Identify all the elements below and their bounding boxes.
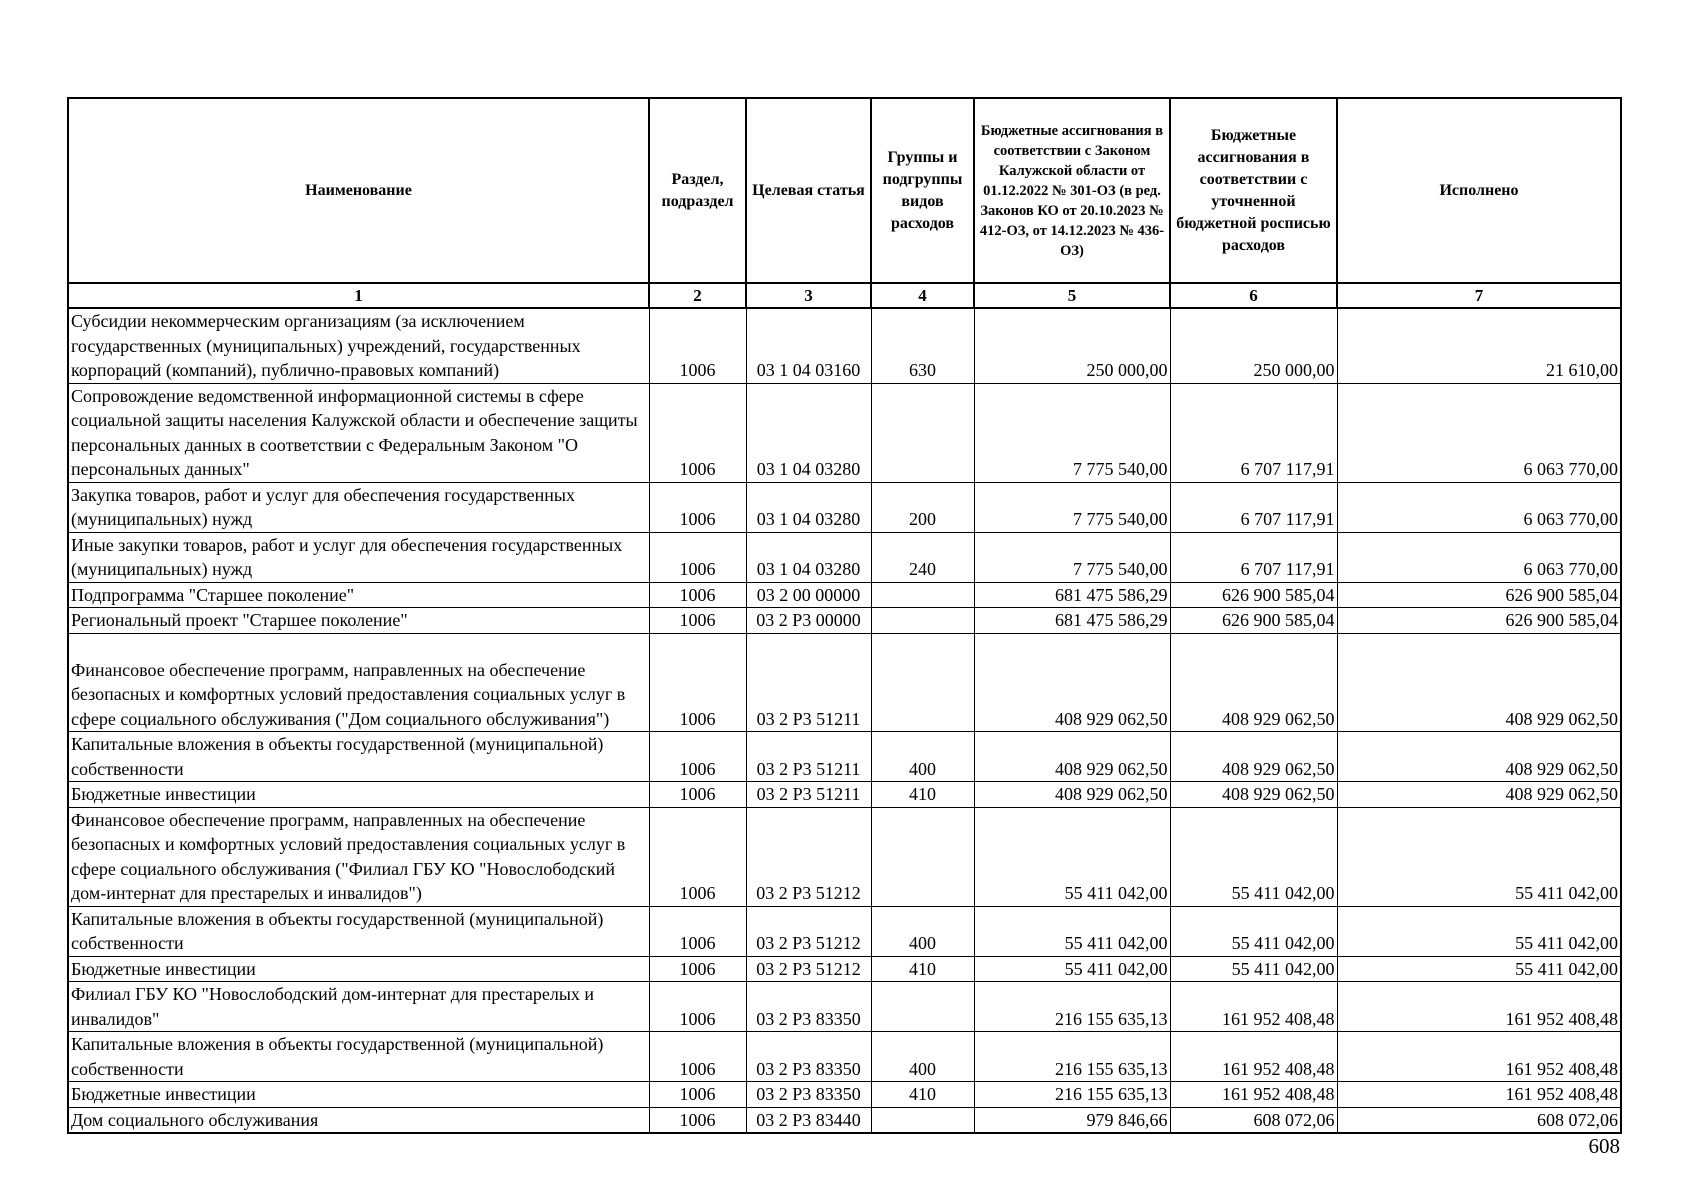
row-section: 1006 bbox=[649, 732, 746, 782]
table-row bbox=[68, 633, 1621, 732]
row-section: 1006 bbox=[649, 582, 746, 608]
row-refined: 608 072,06 bbox=[1170, 1107, 1337, 1133]
row-section: 1006 bbox=[649, 608, 746, 634]
table-row bbox=[68, 1082, 1621, 1108]
row-executed: 408 929 062,50 bbox=[1337, 782, 1621, 808]
row-executed: 6 063 770,00 bbox=[1337, 383, 1621, 482]
row-executed: 626 900 585,04 bbox=[1337, 582, 1621, 608]
row-section: 1006 bbox=[649, 383, 746, 482]
row-approved: 979 846,66 bbox=[974, 1107, 1170, 1133]
row-section: 1006 bbox=[649, 308, 746, 383]
row-approved: 7 775 540,00 bbox=[974, 532, 1170, 582]
row-group bbox=[871, 807, 974, 906]
row-refined: 161 952 408,48 bbox=[1170, 1032, 1337, 1082]
row-refined: 626 900 585,04 bbox=[1170, 582, 1337, 608]
row-section: 1006 bbox=[649, 906, 746, 956]
row-approved: 55 411 042,00 bbox=[974, 956, 1170, 982]
row-target: 03 1 04 03280 bbox=[746, 482, 871, 532]
row-executed: 6 063 770,00 bbox=[1337, 482, 1621, 532]
table-row bbox=[68, 482, 1621, 532]
column-number: 3 bbox=[746, 283, 871, 308]
row-group bbox=[871, 633, 974, 732]
row-approved: 55 411 042,00 bbox=[974, 906, 1170, 956]
row-target: 03 2 P3 83350 bbox=[746, 1082, 871, 1108]
row-group bbox=[871, 982, 974, 1032]
row-name: Сопровождение ведомственной информационной системы в сфере социальной защиты населения Калужской области и обеспечение защиты персональных данных в соответствии с Федеральным Законом "О персональных данных" bbox=[68, 383, 649, 482]
table-row bbox=[68, 582, 1621, 608]
table-row bbox=[68, 807, 1621, 906]
row-target: 03 2 00 00000 bbox=[746, 582, 871, 608]
row-executed: 608 072,06 bbox=[1337, 1107, 1621, 1133]
row-group: 410 bbox=[871, 956, 974, 982]
row-name: Бюджетные инвестиции bbox=[68, 956, 649, 982]
row-section: 1006 bbox=[649, 982, 746, 1032]
budget-table bbox=[67, 97, 1622, 1134]
row-executed: 408 929 062,50 bbox=[1337, 732, 1621, 782]
column-header-group: Группы и подгруппы видов расходов bbox=[871, 98, 974, 283]
table-row bbox=[68, 782, 1621, 808]
row-approved: 216 155 635,13 bbox=[974, 982, 1170, 1032]
column-number-row bbox=[68, 283, 1621, 308]
column-number: 7 bbox=[1337, 283, 1621, 308]
row-group: 400 bbox=[871, 1032, 974, 1082]
table-row bbox=[68, 308, 1621, 383]
row-target: 03 2 P3 51212 bbox=[746, 807, 871, 906]
row-approved: 408 929 062,50 bbox=[974, 732, 1170, 782]
row-executed: 161 952 408,48 bbox=[1337, 1032, 1621, 1082]
column-header-executed: Исполнено bbox=[1337, 98, 1621, 283]
row-name: Подпрограмма "Старшее поколение" bbox=[68, 582, 649, 608]
column-header-section: Раздел, подраздел bbox=[649, 98, 746, 283]
row-target: 03 2 P3 51211 bbox=[746, 732, 871, 782]
row-approved: 681 475 586,29 bbox=[974, 582, 1170, 608]
row-name: Бюджетные инвестиции bbox=[68, 1082, 649, 1108]
row-group bbox=[871, 1107, 974, 1133]
row-group: 410 bbox=[871, 1082, 974, 1108]
page-number: 608 bbox=[1588, 1134, 1620, 1158]
column-number: 2 bbox=[649, 283, 746, 308]
row-executed: 161 952 408,48 bbox=[1337, 982, 1621, 1032]
row-name: Региональный проект "Старшее поколение" bbox=[68, 608, 649, 634]
row-name: Бюджетные инвестиции bbox=[68, 782, 649, 808]
table-row bbox=[68, 608, 1621, 634]
row-approved: 216 155 635,13 bbox=[974, 1032, 1170, 1082]
row-name: Финансовое обеспечение программ, направленных на обеспечение безопасных и комфортных условий предоставления социальных услуг в сфере социального обслуживания ("Дом социального обслуживания") bbox=[68, 633, 649, 732]
row-section: 1006 bbox=[649, 532, 746, 582]
row-name: Финансовое обеспечение программ, направленных на обеспечение безопасных и комфортных условий предоставления социальных услуг в сфере социального обслуживания ("Филиал ГБУ КО "Новослободский дом-интернат для престарелых и инвалидов") bbox=[68, 807, 649, 906]
row-section: 1006 bbox=[649, 1107, 746, 1133]
row-group bbox=[871, 608, 974, 634]
row-approved: 55 411 042,00 bbox=[974, 807, 1170, 906]
row-refined: 161 952 408,48 bbox=[1170, 1082, 1337, 1108]
row-target: 03 2 P3 00000 bbox=[746, 608, 871, 634]
row-approved: 681 475 586,29 bbox=[974, 608, 1170, 634]
table-row bbox=[68, 956, 1621, 982]
column-number: 5 bbox=[974, 283, 1170, 308]
row-group: 200 bbox=[871, 482, 974, 532]
table-row bbox=[68, 532, 1621, 582]
table-row bbox=[68, 732, 1621, 782]
column-header-approved: Бюджетные ассигнования в соответствии с Законом Калужской области от 01.12.2022 № 301-ОЗ (в ред. Законов КО от 20.10.2023 № 412-ОЗ, от 14.12.2023 № 436-ОЗ) bbox=[974, 98, 1170, 283]
row-executed: 408 929 062,50 bbox=[1337, 633, 1621, 732]
column-number: 1 bbox=[68, 283, 649, 308]
row-refined: 6 707 117,91 bbox=[1170, 383, 1337, 482]
table-row bbox=[68, 906, 1621, 956]
row-group: 400 bbox=[871, 732, 974, 782]
row-approved: 216 155 635,13 bbox=[974, 1082, 1170, 1108]
row-target: 03 2 P3 83350 bbox=[746, 1032, 871, 1082]
row-section: 1006 bbox=[649, 1032, 746, 1082]
row-target: 03 2 P3 51212 bbox=[746, 956, 871, 982]
row-refined: 161 952 408,48 bbox=[1170, 982, 1337, 1032]
table-row bbox=[68, 1107, 1621, 1133]
column-header-target: Целевая статья bbox=[746, 98, 871, 283]
row-refined: 408 929 062,50 bbox=[1170, 633, 1337, 732]
row-name: Дом социального обслуживания bbox=[68, 1107, 649, 1133]
table-row bbox=[68, 1032, 1621, 1082]
row-name: Филиал ГБУ КО "Новослободский дом-интернат для престарелых и инвалидов" bbox=[68, 982, 649, 1032]
row-executed: 626 900 585,04 bbox=[1337, 608, 1621, 634]
row-executed: 6 063 770,00 bbox=[1337, 532, 1621, 582]
row-group: 410 bbox=[871, 782, 974, 808]
row-approved: 7 775 540,00 bbox=[974, 383, 1170, 482]
row-group: 400 bbox=[871, 906, 974, 956]
column-number: 4 bbox=[871, 283, 974, 308]
table-header bbox=[68, 98, 1621, 308]
row-target: 03 1 04 03280 bbox=[746, 532, 871, 582]
row-refined: 250 000,00 bbox=[1170, 308, 1337, 383]
row-executed: 55 411 042,00 bbox=[1337, 956, 1621, 982]
table-body bbox=[68, 308, 1621, 1133]
row-name: Капитальные вложения в объекты государственной (муниципальной) собственности bbox=[68, 1032, 649, 1082]
row-executed: 55 411 042,00 bbox=[1337, 906, 1621, 956]
row-name: Иные закупки товаров, работ и услуг для обеспечения государственных (муниципальных) нужд bbox=[68, 532, 649, 582]
row-group: 240 bbox=[871, 532, 974, 582]
column-number: 6 bbox=[1170, 283, 1337, 308]
row-refined: 55 411 042,00 bbox=[1170, 807, 1337, 906]
row-section: 1006 bbox=[649, 782, 746, 808]
row-refined: 6 707 117,91 bbox=[1170, 532, 1337, 582]
row-section: 1006 bbox=[649, 482, 746, 532]
row-approved: 250 000,00 bbox=[974, 308, 1170, 383]
row-target: 03 2 P3 51211 bbox=[746, 782, 871, 808]
row-section: 1006 bbox=[649, 1082, 746, 1108]
row-group: 630 bbox=[871, 308, 974, 383]
row-approved: 7 775 540,00 bbox=[974, 482, 1170, 532]
row-refined: 408 929 062,50 bbox=[1170, 782, 1337, 808]
row-approved: 408 929 062,50 bbox=[974, 633, 1170, 732]
row-group bbox=[871, 383, 974, 482]
row-group bbox=[871, 582, 974, 608]
row-executed: 55 411 042,00 bbox=[1337, 807, 1621, 906]
row-target: 03 2 P3 83440 bbox=[746, 1107, 871, 1133]
row-section: 1006 bbox=[649, 956, 746, 982]
row-section: 1006 bbox=[649, 633, 746, 732]
row-executed: 161 952 408,48 bbox=[1337, 1082, 1621, 1108]
row-name: Субсидии некоммерческим организациям (за исключением государственных (муниципальных) учреждений, государственных корпораций (компаний), публично-правовых компаний) bbox=[68, 308, 649, 383]
table-row bbox=[68, 383, 1621, 482]
row-target: 03 2 P3 51211 bbox=[746, 633, 871, 732]
row-target: 03 2 P3 83350 bbox=[746, 982, 871, 1032]
row-refined: 6 707 117,91 bbox=[1170, 482, 1337, 532]
row-target: 03 1 04 03280 bbox=[746, 383, 871, 482]
column-header-refined: Бюджетные ассигнования в соответствии с уточненной бюджетной росписью расходов bbox=[1170, 98, 1337, 283]
row-refined: 626 900 585,04 bbox=[1170, 608, 1337, 634]
row-approved: 408 929 062,50 bbox=[974, 782, 1170, 808]
row-target: 03 1 04 03160 bbox=[746, 308, 871, 383]
row-executed: 21 610,00 bbox=[1337, 308, 1621, 383]
column-header-name: Наименование bbox=[68, 98, 649, 283]
row-refined: 55 411 042,00 bbox=[1170, 906, 1337, 956]
row-name: Закупка товаров, работ и услуг для обеспечения государственных (муниципальных) нужд bbox=[68, 482, 649, 532]
row-refined: 55 411 042,00 bbox=[1170, 956, 1337, 982]
row-name: Капитальные вложения в объекты государственной (муниципальной) собственности bbox=[68, 732, 649, 782]
row-target: 03 2 P3 51212 bbox=[746, 906, 871, 956]
table-row bbox=[68, 982, 1621, 1032]
row-refined: 408 929 062,50 bbox=[1170, 732, 1337, 782]
row-section: 1006 bbox=[649, 807, 746, 906]
row-name: Капитальные вложения в объекты государственной (муниципальной) собственности bbox=[68, 906, 649, 956]
